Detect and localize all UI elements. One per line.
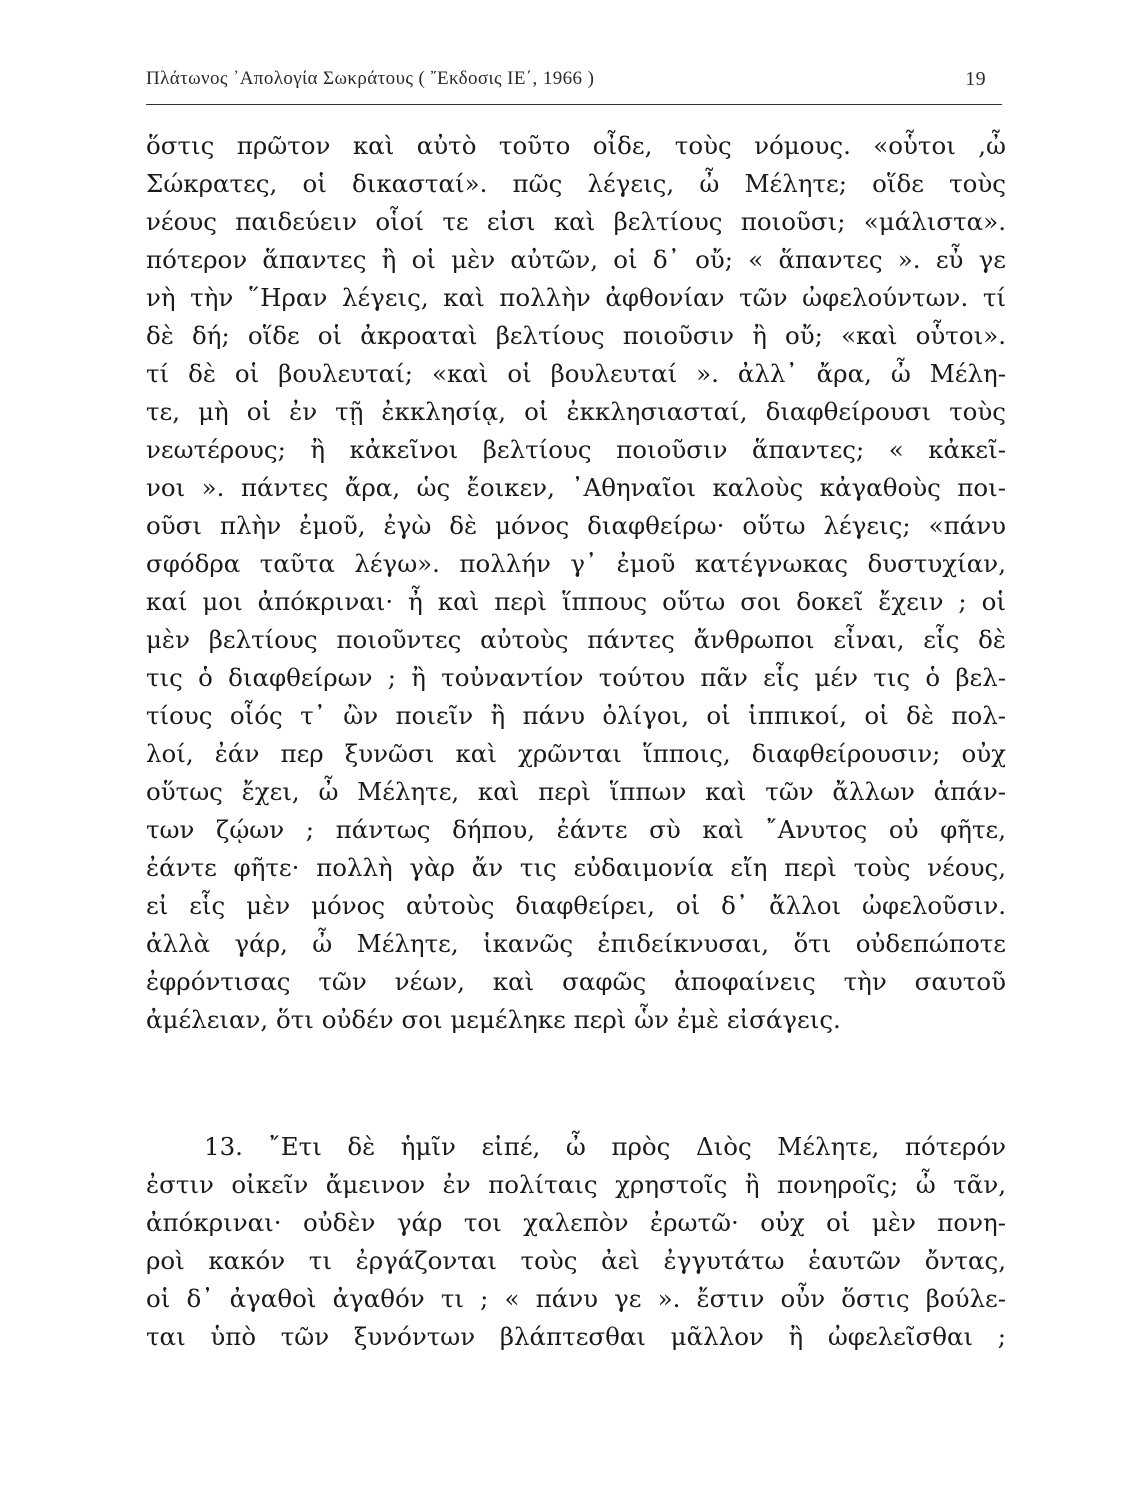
text-line: οὕτως ἔχει, ὦ Μέλητε, καὶ περὶ ἵππων καὶ τῶν ἄλλων ἁπάν- bbox=[146, 777, 1006, 806]
text-line: νὴ τὴν ῞Ηραν λέγεις, καὶ πολλὴν ἀφθονίαν τῶν ὠφελούντων. τί bbox=[146, 283, 1006, 312]
text-line: τίους οἷός τ᾿ ὢν ποιεῖν ἢ πάνυ ὀλίγοι, οἱ ἱππικοί, οἱ δὲ πολ- bbox=[146, 701, 1006, 730]
running-header-title: Πλάτωνος ᾿Απολογία Σωκράτους ( ῎Εκδοσις ΙΕ΄, 1966 ) bbox=[146, 68, 595, 89]
text-line: οἱ δ᾿ ἀγαθοὶ ἀγαθόν τι ; « πάνυ γε ». ἔστιν οὖν ὅστις βούλε- bbox=[146, 1284, 1006, 1313]
text-line: νοι ». πάντες ἄρα, ὡς ἔοικεν, ᾿Αθηναῖοι καλοὺς κἀγαθοὺς ποι- bbox=[146, 473, 1006, 502]
running-header bbox=[146, 68, 1002, 100]
text-line: ἀλλὰ γάρ, ὦ Μέλητε, ἱκανῶς ἐπιδείκνυσαι, ὅτι οὐδεπώποτε bbox=[146, 929, 1006, 958]
text-line: 13. ῎Ετι δὲ ἡμῖν εἰπέ, ὦ πρὸς Διὸς Μέλητε, πότερόν bbox=[204, 1132, 1006, 1161]
text-line: τε, μὴ οἱ ἐν τῇ ἐκκλησίᾳ, οἱ ἐκκλησιασταί, διαφθείρουσι τοὺς bbox=[146, 397, 1006, 426]
text-line: ροὶ κακόν τι ἐργάζονται τοὺς ἀεὶ ἐγγυτάτω ἑαυτῶν ὄντας, bbox=[146, 1246, 1006, 1275]
text-line: λοί, ἐάν περ ξυνῶσι καὶ χρῶνται ἵπποις, διαφθείρουσιν; οὐχ bbox=[146, 739, 1006, 768]
text-line: καί μοι ἀπόκριναι· ἦ καὶ περὶ ἵππους οὕτω σοι δοκεῖ ἔχειν ; οἱ bbox=[146, 587, 1006, 616]
text-line: οῦσι πλὴν ἐμοῦ, ἐγὼ δὲ μόνος διαφθείρω· οὕτω λέγεις; «πάνυ bbox=[146, 511, 1006, 540]
text-line: νέους παιδεύειν οἷοί τε εἰσι καὶ βελτίους ποιοῦσι; «μάλιστα». bbox=[146, 207, 1006, 236]
text-line: Σώκρατες, οἱ δικασταί». πῶς λέγεις, ὦ Μέλητε; οἵδε τοὺς bbox=[146, 169, 1006, 198]
text-line: σφόδρα ταῦτα λέγω». πολλήν γ᾿ ἐμοῦ κατέγνωκας δυστυχίαν, bbox=[146, 549, 1006, 578]
paragraph-section-13 bbox=[146, 1128, 1006, 1356]
paragraph bbox=[146, 127, 1006, 1039]
text-line: πότερον ἅπαντες ἢ οἱ μὲν αὐτῶν, οἱ δ᾿ οὔ; « ἅπαντες ». εὖ γε bbox=[146, 245, 1006, 274]
header-rule bbox=[146, 104, 1002, 105]
text-line: ἐάντε φῆτε· πολλὴ γὰρ ἄν τις εὐδαιμονία εἴη περὶ τοὺς νέους, bbox=[146, 853, 1006, 882]
text-line: τί δὲ οἱ βουλευταί; «καὶ οἱ βουλευταί ». ἀλλ᾿ ἄρα, ὦ Μέλη- bbox=[146, 359, 1006, 388]
text-line: ὅστις πρῶτον καὶ αὐτὸ τοῦτο οἶδε, τοὺς νόμους. «οὗτοι ,ὦ bbox=[146, 131, 1006, 160]
text-line: ται ὑπὸ τῶν ξυνόντων βλάπτεσθαι μᾶλλον ἢ ὠφελεῖσθαι ; bbox=[146, 1322, 1006, 1351]
text-line: εἰ εἷς μὲν μόνος αὐτοὺς διαφθείρει, οἱ δ᾿ ἄλλοι ὠφελοῦσιν. bbox=[146, 891, 1006, 920]
text-line: μὲν βελτίους ποιοῦντες αὐτοὺς πάντες ἄνθρωποι εἶναι, εἷς δὲ bbox=[146, 625, 1006, 654]
text-line: ἐστιν οἰκεῖν ἄμεινον ἐν πολίταις χρηστοῖς ἢ πονηροῖς; ὦ τᾶν, bbox=[146, 1170, 1006, 1199]
text-line: νεωτέρους; ἢ κἀκεῖνοι βελτίους ποιοῦσιν ἅπαντες; « κἀκεῖ- bbox=[146, 435, 1006, 464]
text-line: ἀπόκριναι· οὐδὲν γάρ τοι χαλεπὸν ἐρωτῶ· οὐχ οἱ μὲν πονη- bbox=[146, 1208, 1006, 1237]
page-number: 19 bbox=[965, 68, 986, 90]
text-line: των ζῴων ; πάντως δήπου, ἐάντε σὺ καὶ ῎Ανυτος οὐ φῆτε, bbox=[146, 815, 1006, 844]
text-line: ἐφρόντισας τῶν νέων, καὶ σαφῶς ἀποφαίνεις τὴν σαυτοῦ bbox=[146, 967, 1006, 996]
text-line: τις ὁ διαφθείρων ; ἢ τοὐναντίον τούτου πᾶν εἷς μέν τις ὁ βελ- bbox=[146, 663, 1006, 692]
text-line: δὲ δή; οἵδε οἱ ἀκροαταὶ βελτίους ποιοῦσιν ἢ οὔ; «καὶ οὗτοι». bbox=[146, 321, 1006, 350]
text-line: ἀμέλειαν, ὅτι οὐδέν σοι μεμέληκε περὶ ὧν ἐμὲ εἰσάγεις. bbox=[146, 1005, 841, 1034]
